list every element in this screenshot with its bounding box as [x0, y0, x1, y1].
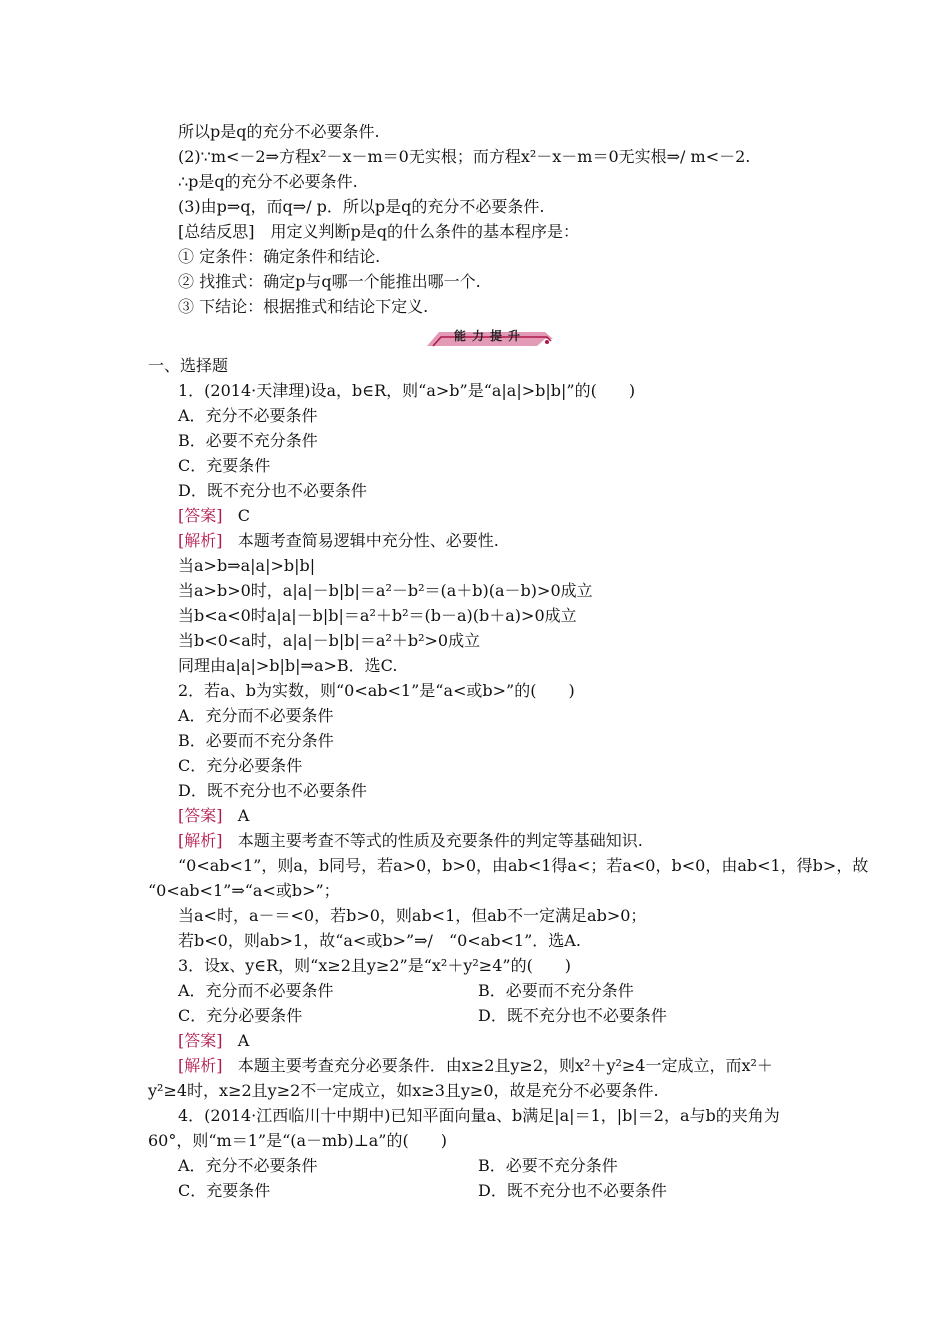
answer-line [178, 505, 250, 527]
summary-step: ② 找推式：确定p与q哪一个能推出哪一个. [178, 272, 481, 291]
text-line: 所以p是q的充分不必要条件. [178, 122, 380, 141]
analysis-line [178, 530, 499, 552]
answer-tag: [答案] [178, 1031, 223, 1050]
option: A．充分不必要条件 [178, 406, 318, 425]
analysis-text: 当b<0<a时，a|a|－b|b|＝a²＋b²>0成立 [178, 631, 481, 650]
analysis-line [178, 1055, 773, 1077]
text-line: ∴p是q的充分不必要条件. [178, 172, 358, 191]
analysis-text: 当b<a<0时a|a|－b|b|＝a²＋b²＝(b－a)(b＋a)>0成立 [178, 606, 577, 625]
option: C．充要条件 [178, 1181, 271, 1200]
answer-value: A [237, 806, 250, 825]
question-stem: 2．若a、b为实数，则“0<ab<1”是“a<或b>”的( ) [178, 681, 575, 700]
analysis-text: “0<ab<1”⇒“a<或b>”； [148, 881, 340, 900]
summary-step: ③ 下结论：根据推式和结论下定义. [178, 297, 429, 316]
option: A．充分而不必要条件 [178, 981, 334, 1000]
text-line: (3)由p⇒q，而q⇒/ p．所以p是q的充分不必要条件. [178, 197, 545, 216]
analysis-tag: [解析] [178, 531, 223, 550]
section-banner [425, 326, 555, 348]
option: D．既不充分也不必要条件 [478, 1006, 667, 1025]
option: D．既不充分也不必要条件 [478, 1181, 667, 1200]
question-stem: 4．(2014·江西临川十中期中)已知平面向量a、b满足|a|＝1，|b|＝2，a与b的夹角为 [178, 1106, 780, 1125]
option: C．充分必要条件 [178, 1006, 303, 1025]
analysis-text: 当a<时，a－＝<0，若b>0，则ab<1，但ab不一定满足ab>0； [178, 906, 647, 925]
text-line: (2)∵m<－2⇒方程x²－x－m＝0无实根；而方程x²－x－m＝0无实根⇒/ m<－2. [178, 147, 751, 166]
option: C．充要条件 [178, 456, 271, 475]
option: D．既不充分也不必要条件 [178, 481, 367, 500]
section-title: 一、选择题 [148, 356, 229, 375]
answer-value: A [237, 1031, 250, 1050]
analysis-text: 本题主要考查不等式的性质及充要条件的判定等基础知识. [237, 831, 643, 850]
option: A．充分而不必要条件 [178, 706, 334, 725]
summary-heading: [总结反思] 用定义判断p是q的什么条件的基本程序是： [178, 222, 579, 241]
answer-line [178, 805, 249, 827]
analysis-line [178, 830, 643, 852]
analysis-text: y²≥4时，x≥2且y≥2不一定成立，如x≥3且y≥0，故是充分不必要条件. [148, 1081, 659, 1100]
question-stem: 1．(2014·天津理)设a，b∈R，则“a>b”是“a|a|>b|b|”的( ) [178, 381, 636, 400]
analysis-tag: [解析] [178, 831, 223, 850]
answer-tag: [答案] [178, 506, 223, 525]
answer-line [178, 1030, 249, 1052]
analysis-text: 本题主要考查充分必要条件．由x≥2且y≥2，则x²＋y²≥4一定成立，而x²＋ [237, 1056, 773, 1075]
analysis-text: “0<ab<1”，则a，b同号，若a>0，b>0，由ab<1得a<；若a<0，b<0，由ab<1，得b>，故 [178, 856, 869, 875]
analysis-tag: [解析] [178, 1056, 223, 1075]
analysis-text: 当a>b>0时，a|a|－b|b|＝a²－b²＝(a＋b)(a－b)>0成立 [178, 581, 593, 600]
analysis-text: 同理由a|a|>b|b|⇒a>B．选C. [178, 656, 398, 675]
answer-value: C [237, 506, 251, 525]
option: D．既不充分也不必要条件 [178, 781, 367, 800]
question-stem: 60°，则“m＝1”是“(a－mb)⊥a”的( ) [148, 1131, 447, 1150]
option: C．充分必要条件 [178, 756, 303, 775]
analysis-text: 当a>b⇒a|a|>b|b| [178, 556, 316, 575]
option: B．必要不充分条件 [178, 431, 318, 450]
option: B．必要不充分条件 [478, 1156, 618, 1175]
option: B．必要而不充分条件 [178, 731, 334, 750]
option: B．必要而不充分条件 [478, 981, 634, 1000]
analysis-text: 若b<0，则ab>1，故“a<或b>”⇒/ “0<ab<1”．选A. [178, 931, 581, 950]
option: A．充分不必要条件 [178, 1156, 318, 1175]
answer-tag: [答案] [178, 806, 223, 825]
question-stem: 3．设x、y∈R，则“x≥2且y≥2”是“x²＋y²≥4”的( ) [178, 956, 572, 975]
banner-title: 能力提升 [453, 329, 526, 343]
analysis-text: 本题考查简易逻辑中充分性、必要性. [237, 531, 499, 550]
summary-step: ① 定条件：确定条件和结论. [178, 247, 381, 266]
